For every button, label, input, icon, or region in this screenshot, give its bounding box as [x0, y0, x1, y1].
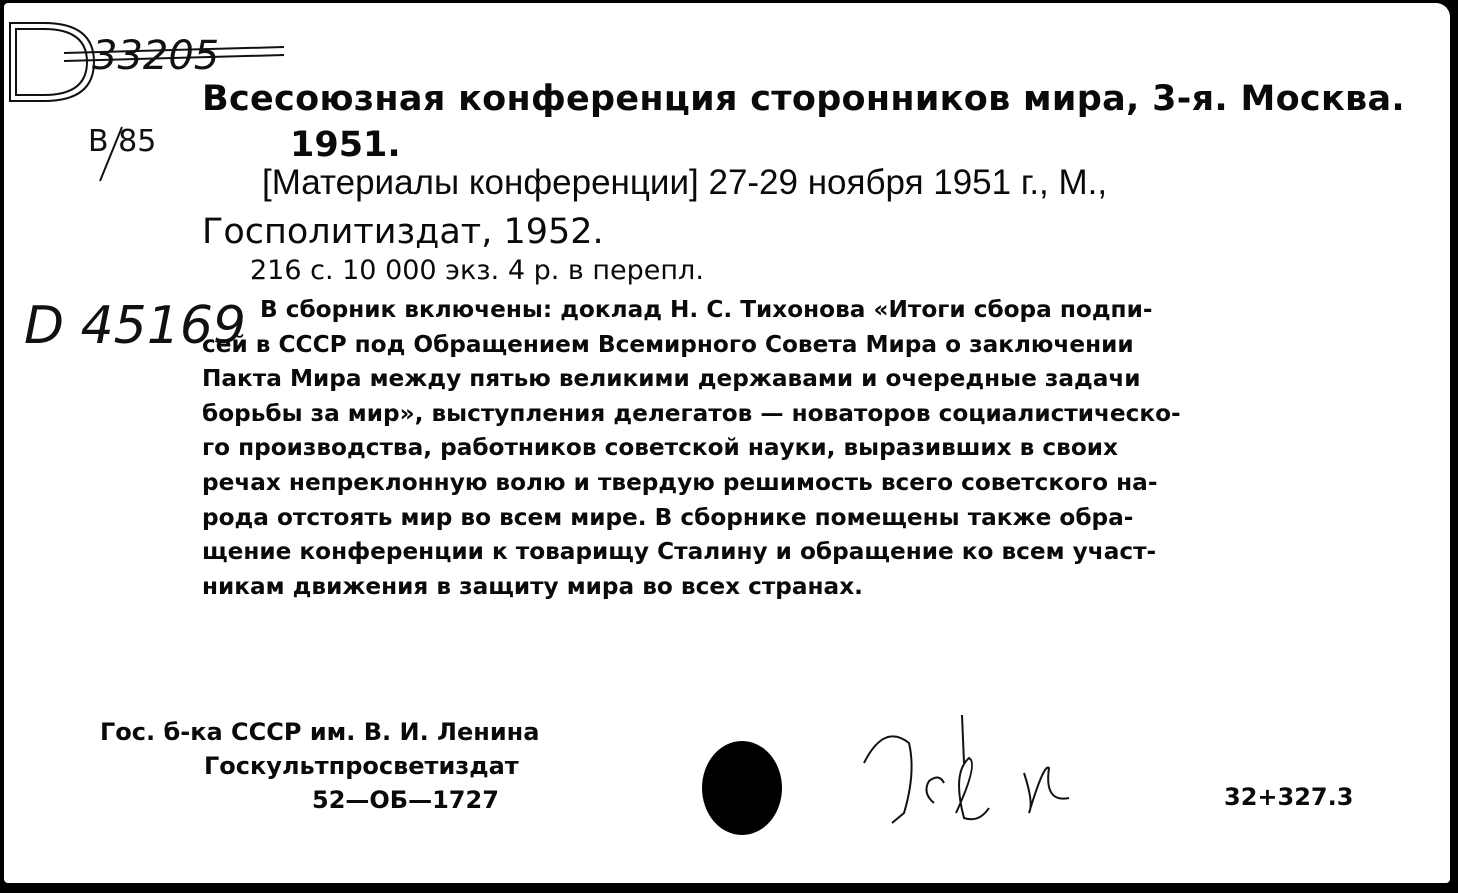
library-imprint: [100, 715, 539, 817]
imprint-line-1: [Материалы конференции] 27-29 ноября 1951 г., М.,: [262, 163, 1108, 202]
annotation-line: В сборник включены: доклад Н. С. Тихонова «Итоги сбора подпи-: [260, 296, 1153, 323]
annotation-line: речах непреклонную волю и твердую решимость всего советского на-: [202, 468, 1158, 496]
imprint-line-2: Госполитиздат, 1952.: [202, 212, 604, 252]
svg-text:D 45169: D 45169: [24, 296, 246, 356]
svg-text:В 85: В 85: [88, 124, 157, 159]
annotation-line: Пакта Мира между пятью великими державами и очередные задачи: [202, 365, 1141, 393]
annotation-line: никам движения в защиту мира во всех странах.: [202, 572, 863, 600]
library-name: Гос. б-ка СССР им. В. И. Ленина: [100, 718, 540, 746]
annotation: [202, 293, 1372, 604]
card-number: 52—ОБ—1727: [312, 786, 499, 814]
annotation-line: го производства, работников советской науки, выразивших в своих: [202, 434, 1118, 462]
annotation-line: борьбы за мир», выступления делегатов — новаторов социалистическо-: [202, 399, 1181, 427]
heading-year: 1951.: [290, 125, 401, 165]
publisher-name: Госкультпросветиздат: [204, 752, 519, 780]
svg-text:33205: 33205: [92, 33, 220, 79]
annotation-line: сей в СССР под Обращением Всемирного Совета Мира о заключении: [202, 330, 1134, 358]
annotation-line: рода отстоять мир во всем мире. В сборнике помещены также обра-: [202, 503, 1134, 531]
catalog-card: [4, 3, 1450, 883]
punched-hole-dot: [702, 741, 782, 835]
annotation-line: щение конференции к товарищу Сталину и обращение ко всем участ-: [202, 538, 1157, 566]
classification-number: 32+327.3: [1224, 783, 1354, 811]
heading-title: Всесоюзная конференция сторонников мира, 3-я. Москва.: [202, 79, 1405, 119]
physical-description: 216 с. 10 000 экз. 4 р. в перепл.: [250, 255, 704, 286]
